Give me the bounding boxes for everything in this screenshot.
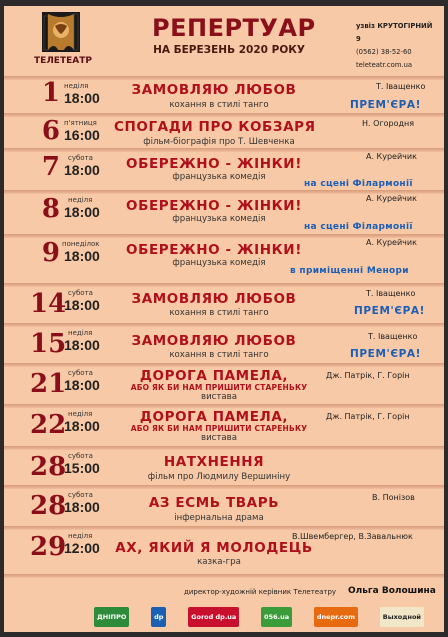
show-time: 12:00 xyxy=(64,540,100,556)
day-number: 9 xyxy=(41,238,60,268)
show-time: 16:00 xyxy=(64,127,100,143)
director-label: директор-художній керівник Телетеатру xyxy=(184,588,337,596)
show-author: Т. Іващенко xyxy=(376,82,426,91)
show-genre: французька комедія xyxy=(172,214,266,224)
show-genre: казка-гра xyxy=(197,557,241,567)
premiere-tag: ПРЕМ'ЄРА! xyxy=(350,99,422,111)
day-number: 1 xyxy=(41,78,60,108)
weekday: п'ятниця xyxy=(64,119,97,127)
weekday: неділя xyxy=(68,410,93,418)
show-title: ОБЕРЕЖНО - ЖІНКИ! xyxy=(126,242,302,258)
show-author: А. Курейчик xyxy=(366,152,417,161)
weekday: неділя xyxy=(68,532,93,540)
weekday: субота xyxy=(68,491,93,499)
partner-logo: 056.ua xyxy=(261,607,292,627)
day-number: 21 xyxy=(30,369,67,399)
show-genre: кохання в стилі танго xyxy=(169,308,269,318)
partner-logo: Выходной xyxy=(380,607,424,627)
show-subtitle: АБО ЯК БИ НАМ ПРИШИТИ СТАРЕНЬКУ xyxy=(130,424,308,433)
show-time: 18:00 xyxy=(64,377,100,393)
divider xyxy=(4,526,444,530)
partner-logos xyxy=(94,604,424,630)
show-title: НАТХНЕННЯ xyxy=(163,454,265,470)
show-time: 18:00 xyxy=(64,162,100,178)
phone: (0562) 38-52-60 xyxy=(356,48,412,56)
show-author: Т. Іващенко xyxy=(368,332,418,341)
show-author: Дж. Патрік, Г. Горін xyxy=(326,371,410,380)
divider xyxy=(4,76,444,80)
weekday: субота xyxy=(68,289,93,297)
show-title: АЗ ЕСМЬ ТВАРЬ xyxy=(148,495,280,511)
show-title: ДОРОГА ПАМЕЛА, xyxy=(139,368,289,384)
show-title: АХ, ЯКИЙ Я МОЛОДЕЦЬ xyxy=(115,540,313,556)
logo-text: ТЕЛЕТЕАТР xyxy=(34,56,92,66)
day-number: 15 xyxy=(30,329,67,359)
show-title: ОБЕРЕЖНО - ЖІНКИ! xyxy=(126,156,302,172)
show-title: ЗАМОВЛЯЮ ЛЮБОВ xyxy=(131,82,297,98)
show-author: В.Швембергер, В.Завальнюк xyxy=(292,532,413,541)
weekday: субота xyxy=(68,452,93,460)
poster xyxy=(4,6,444,632)
divider xyxy=(4,323,444,327)
show-genre: інфернальна драма xyxy=(174,513,264,523)
show-time: 18:00 xyxy=(64,90,100,106)
divider xyxy=(4,574,444,578)
show-genre: французька комедія xyxy=(172,172,266,182)
weekday: неділя xyxy=(64,82,89,90)
show-time: 18:00 xyxy=(64,204,100,220)
show-genre: кохання в стилі танго xyxy=(169,350,269,360)
venue-tag: в приміщенні Менори xyxy=(290,266,409,276)
show-genre: кохання в стилі танго xyxy=(169,100,269,110)
show-title: ЗАМОВЛЯЮ ЛЮБОВ xyxy=(131,333,297,349)
show-time: 18:00 xyxy=(64,499,100,515)
divider xyxy=(4,404,444,408)
day-number: 7 xyxy=(41,152,60,182)
page-title: РЕПЕРТУАР xyxy=(152,14,316,42)
show-author: Т. Іващенко xyxy=(366,289,416,298)
show-genre: фільм-біографія про Т. Шевченка xyxy=(143,137,295,147)
address: узвіз КРУТОГІРНИЙ 9 xyxy=(356,22,433,43)
show-genre: фільм про Людмилу Вершиніну xyxy=(147,472,291,482)
show-title: ОБЕРЕЖНО - ЖІНКИ! xyxy=(126,198,302,214)
teleteatr-logo xyxy=(32,12,92,68)
show-title: ДОРОГА ПАМЕЛА, xyxy=(139,409,289,425)
show-author: В. Понізов xyxy=(372,493,415,502)
divider xyxy=(4,283,444,287)
premiere-tag: ПРЕМ'ЄРА! xyxy=(350,348,422,360)
divider xyxy=(4,485,444,489)
show-genre: вистава xyxy=(201,433,237,443)
show-time: 18:00 xyxy=(64,248,100,264)
weekday: неділя xyxy=(68,196,93,204)
day-number: 6 xyxy=(41,116,60,146)
day-number: 22 xyxy=(30,410,67,440)
page-subtitle: НА БЕРЕЗЕНЬ 2020 РОКУ xyxy=(153,44,305,56)
partner-logo: ДНІПРО xyxy=(94,607,129,627)
weekday: понеділок xyxy=(62,240,100,248)
director-name: Ольга Волошина xyxy=(348,586,436,596)
venue-tag: на сцені Філармонії xyxy=(304,222,413,232)
website: teleteatr.com.ua xyxy=(356,61,413,69)
theatre-curtain-icon xyxy=(42,12,80,52)
weekday: субота xyxy=(68,154,93,162)
contacts xyxy=(356,20,438,72)
day-number: 28 xyxy=(30,452,67,482)
show-time: 18:00 xyxy=(64,297,100,313)
show-genre: вистава xyxy=(201,392,237,402)
show-genre: французька комедія xyxy=(172,258,266,268)
divider xyxy=(4,363,444,367)
premiere-tag: ПРЕМ'ЄРА! xyxy=(354,305,426,317)
partner-logo: dp xyxy=(151,607,166,627)
day-number: 29 xyxy=(30,532,67,562)
venue-tag: на сцені Філармонії xyxy=(304,179,413,189)
weekday: неділя xyxy=(68,329,93,337)
show-subtitle: АБО ЯК БИ НАМ ПРИШИТИ СТАРЕНЬКУ xyxy=(130,383,308,392)
show-author: Дж. Патрік, Г. Горін xyxy=(326,412,410,421)
show-time: 18:00 xyxy=(64,418,100,434)
show-title: ЗАМОВЛЯЮ ЛЮБОВ xyxy=(131,291,297,307)
show-time: 15:00 xyxy=(64,460,100,476)
day-number: 14 xyxy=(30,289,67,319)
show-author: А. Курейчик xyxy=(366,238,417,247)
show-time: 18:00 xyxy=(64,337,100,353)
day-number: 8 xyxy=(41,194,60,224)
day-number: 28 xyxy=(30,491,67,521)
show-title: СПОГАДИ ПРО КОБЗАРЯ xyxy=(114,119,316,135)
partner-logo: Gorod dp.ua xyxy=(188,607,239,627)
divider xyxy=(4,113,444,117)
weekday: субота xyxy=(68,369,93,377)
partner-logo: dnepr.com xyxy=(314,607,358,627)
show-author: А. Курейчик xyxy=(366,194,417,203)
divider xyxy=(4,446,444,450)
show-author: Н. Огородня xyxy=(362,119,415,128)
